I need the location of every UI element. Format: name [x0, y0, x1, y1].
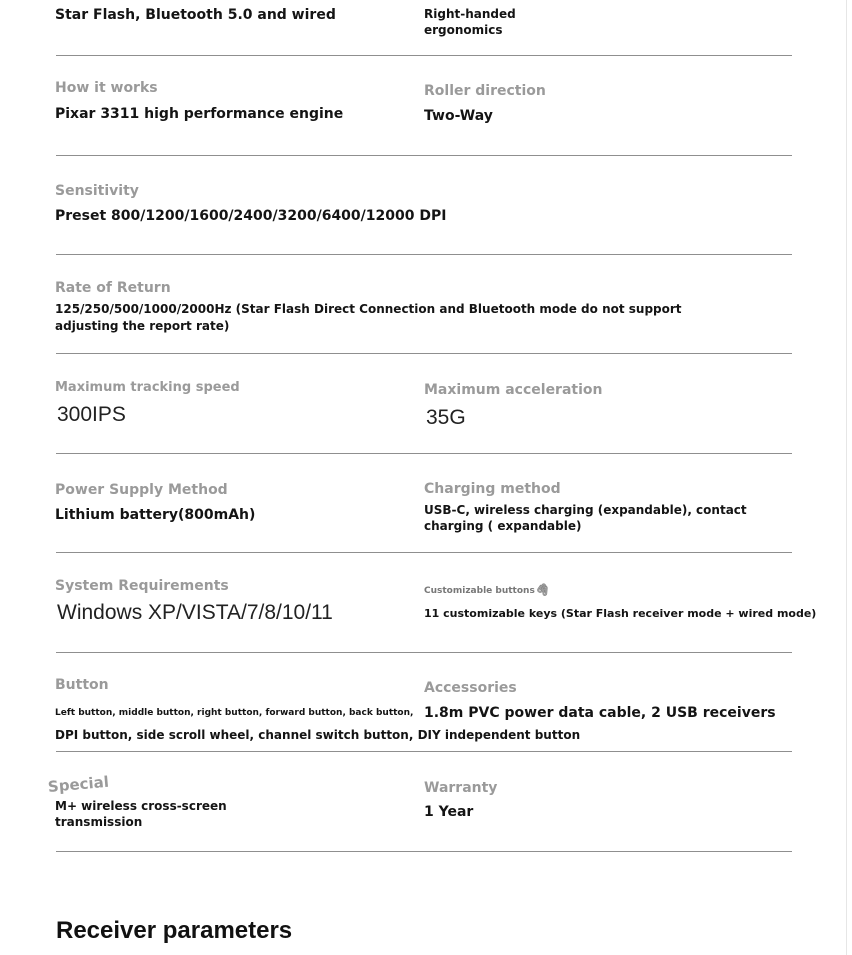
system-label: System Requirements: [55, 578, 229, 594]
special-label: Special: [47, 772, 110, 796]
paperclip-icon: 🖇: [533, 581, 552, 598]
roller-value: Two-Way: [424, 108, 493, 124]
how-label: How it works: [55, 80, 158, 96]
roller-label: Roller direction: [424, 83, 546, 99]
accel-label: Maximum acceleration: [424, 382, 603, 398]
tracking-value: 300IPS: [57, 403, 126, 426]
warranty-value: 1 Year: [424, 804, 474, 820]
accessories-label: Accessories: [424, 680, 517, 696]
custom-value: 11 customizable keys (Star Flash receiver mode + wired mode): [424, 607, 817, 620]
custom-label: Customizable buttons🖇: [424, 581, 552, 598]
divider: [56, 851, 792, 852]
button-label: Button: [55, 677, 109, 693]
tracking-label: Maximum tracking speed: [55, 380, 240, 395]
connection-value: Star Flash, Bluetooth 5.0 and wired: [55, 7, 336, 23]
divider: [56, 751, 792, 752]
sensitivity-value: Preset 800/1200/1600/2400/3200/6400/12000 DPI: [55, 208, 447, 224]
section-title: Receiver parameters: [56, 917, 293, 944]
power-label: Power Supply Method: [55, 482, 228, 498]
accessories-value: 1.8m PVC power data cable, 2 USB receivers: [424, 705, 776, 721]
divider: [56, 254, 792, 255]
rate-value: 125/250/500/1000/2000Hz (Star Flash Direct Connection and Bluetooth mode do not support adjusting the report rate): [55, 302, 682, 333]
charging-label: Charging method: [424, 481, 561, 497]
divider: [56, 652, 792, 653]
rate-label: Rate of Return: [55, 280, 171, 296]
how-value: Pixar 3311 high performance engine: [55, 106, 344, 122]
divider: [56, 453, 792, 454]
charging-value: USB-C, wireless charging (expandable), contact charging ( expandable): [424, 503, 747, 533]
warranty-label: Warranty: [424, 780, 498, 796]
hand-value: Right-handed ergonomics: [424, 7, 516, 37]
special-value: M+ wireless cross-screen transmission: [55, 799, 227, 829]
system-value: Windows XP/VISTA/7/8/10/11: [57, 601, 333, 624]
accel-value: 35G: [426, 406, 466, 429]
divider: [56, 353, 792, 354]
divider: [56, 55, 792, 56]
button-value-small: Left button, middle button, right button, forward button, back button,: [55, 708, 414, 718]
page-right-edge: [846, 0, 847, 955]
sensitivity-label: Sensitivity: [55, 183, 139, 199]
divider: [56, 155, 792, 156]
button-value: DPI button, side scroll wheel, channel switch button, DIY independent button: [55, 728, 581, 742]
divider: [56, 552, 792, 553]
power-value: Lithium battery(800mAh): [55, 507, 256, 523]
